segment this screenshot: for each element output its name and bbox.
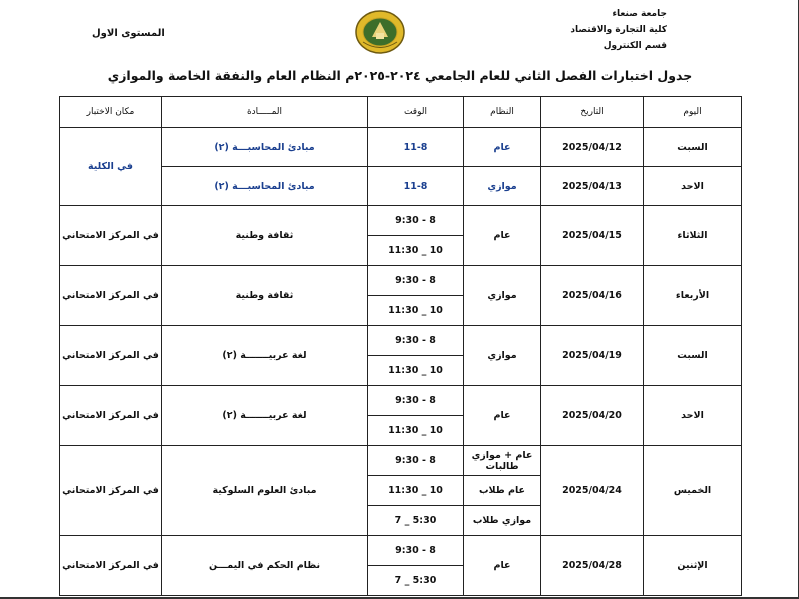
date-cell: 2025/04/24	[541, 446, 644, 536]
table-row	[60, 326, 742, 356]
day-cell: الخميس	[644, 446, 742, 536]
day-cell: السبت	[644, 128, 742, 167]
place-cell: في المركز الامتحاني	[60, 266, 162, 326]
header-row	[60, 97, 742, 128]
date-cell: 2025/04/15	[541, 206, 644, 266]
time-cell: 10 _ 11:30	[368, 476, 464, 506]
day-cell: الاحد	[644, 386, 742, 446]
system-cell: عام طلاب	[464, 476, 541, 506]
time-cell: 10 _ 11:30	[368, 236, 464, 266]
subject-cell: لغة عربيـــــــة (٢)	[162, 326, 368, 386]
date-cell: 2025/04/13	[541, 167, 644, 206]
table-row	[60, 206, 742, 236]
schedule-title: جدول اختبارات الفصل الثاني للعام الجامعي ٢٠٢٤-٢٠٢٥م النظام العام والنفقة الخاصة والموازي	[107, 68, 693, 83]
university-name: جامعة صنعاء	[612, 9, 667, 19]
time-cell: 8 - 9:30	[368, 206, 464, 236]
exam-schedule-table	[59, 96, 742, 596]
table-row	[60, 167, 742, 206]
system-cell: عام + موازي طالبات	[464, 446, 541, 476]
table-row	[60, 446, 742, 476]
place-cell: في المركز الامتحاني	[60, 446, 162, 536]
time-cell: 8 - 9:30	[368, 386, 464, 416]
department-name: قسم الكنترول	[603, 41, 667, 51]
system-cell: عام	[464, 386, 541, 446]
subject-cell: ثقافة وطنية	[162, 206, 368, 266]
system-cell: موازي	[464, 266, 541, 326]
subject-cell: لغة عربيـــــــة (٢)	[162, 386, 368, 446]
day-cell: الأربعاء	[644, 266, 742, 326]
date-cell: 2025/04/16	[541, 266, 644, 326]
time-cell: 5:30 _ 7	[368, 506, 464, 536]
time-cell: 8 - 9:30	[368, 326, 464, 356]
time-cell: 10 _ 11:30	[368, 356, 464, 386]
col-header-time: الوقت	[368, 97, 464, 128]
col-header-subject: المـــــادة	[162, 97, 368, 128]
table-row	[60, 128, 742, 167]
table-row	[60, 266, 742, 296]
col-header-system: النظام	[464, 97, 541, 128]
system-cell: عام	[464, 536, 541, 596]
place-cell: في الكلية	[60, 128, 162, 206]
time-cell: 8 - 9:30	[368, 446, 464, 476]
subject-cell: مبادئ المحاسبـــة (٢)	[162, 128, 368, 167]
date-cell: 2025/04/12	[541, 128, 644, 167]
table-row	[60, 536, 742, 566]
time-cell: 8 - 9:30	[368, 266, 464, 296]
college-name: كلية التجارة والاقتصاد	[570, 25, 667, 35]
date-cell: 2025/04/28	[541, 536, 644, 596]
time-cell: 10 _ 11:30	[368, 416, 464, 446]
date-cell: 2025/04/19	[541, 326, 644, 386]
system-cell: موازي طلاب	[464, 506, 541, 536]
level-label: المستوى الاول	[92, 28, 165, 39]
date-cell: 2025/04/20	[541, 386, 644, 446]
day-cell: الاحد	[644, 167, 742, 206]
subject-cell: نظام الحكم في اليمـــن	[162, 536, 368, 596]
system-cell: موازي	[464, 167, 541, 206]
subject-cell: مبادئ العلوم السلوكية	[162, 446, 368, 536]
place-cell: في المركز الامتحاني	[60, 386, 162, 446]
time-cell: 11-8	[368, 128, 464, 167]
col-header-day: اليوم	[644, 97, 742, 128]
place-cell: في المركز الامتحاني	[60, 206, 162, 266]
system-cell: موازي	[464, 326, 541, 386]
university-logo	[354, 9, 406, 55]
place-cell: في المركز الامتحاني	[60, 536, 162, 596]
day-cell: الثلاثاء	[644, 206, 742, 266]
system-cell: عام	[464, 128, 541, 167]
time-cell: 10 _ 11:30	[368, 296, 464, 326]
subject-cell: ثقافة وطنية	[162, 266, 368, 326]
subject-cell: مبادئ المحاسبـــة (٢)	[162, 167, 368, 206]
day-cell: السبت	[644, 326, 742, 386]
time-cell: 11-8	[368, 167, 464, 206]
col-header-place: مكان الاختبار	[60, 97, 162, 128]
time-cell: 8 - 9:30	[368, 536, 464, 566]
col-header-date: التاريخ	[541, 97, 644, 128]
day-cell: الإثنين	[644, 536, 742, 596]
institution-header	[570, 6, 667, 54]
place-cell: في المركز الامتحاني	[60, 326, 162, 386]
system-cell: عام	[464, 206, 541, 266]
time-cell: 5:30 _ 7	[368, 566, 464, 596]
table-row	[60, 386, 742, 416]
